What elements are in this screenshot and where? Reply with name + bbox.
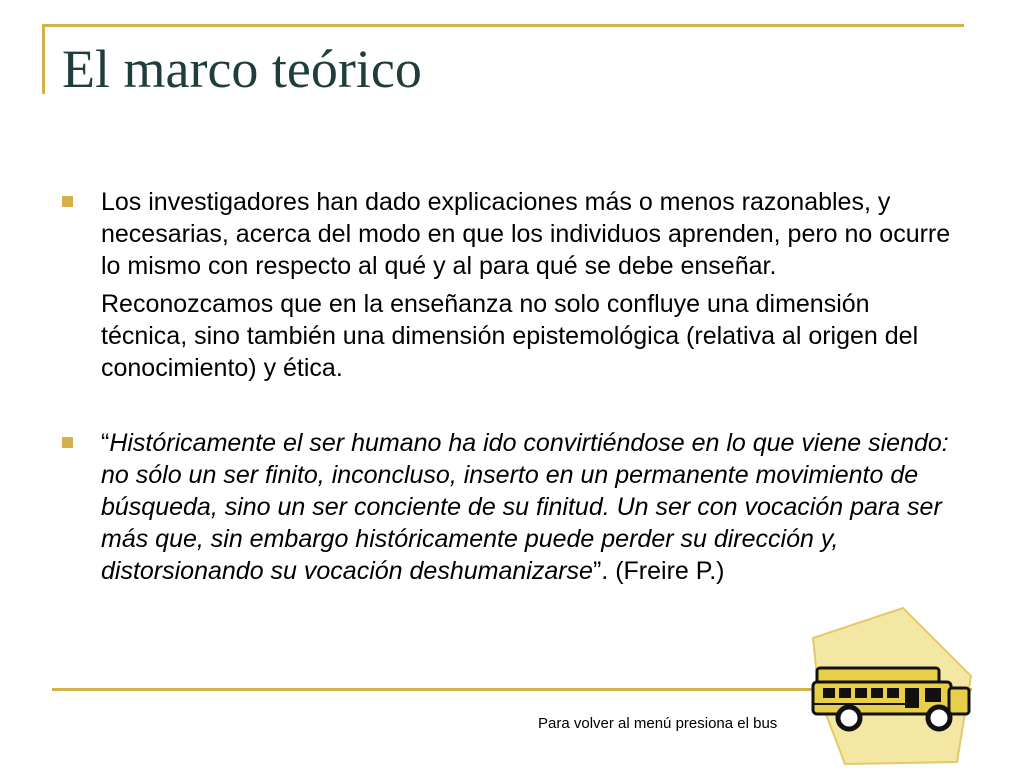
- freire-quote-paragraph: [101, 427, 962, 587]
- quote-citation: . (Freire P.): [601, 557, 725, 585]
- school-bus-graphic: [805, 604, 975, 768]
- slide-body: [62, 186, 962, 587]
- bus-front-wheel: [928, 707, 950, 729]
- top-decorative-rule: [42, 24, 964, 27]
- bullet-paragraph-researchers: Los investigadores han dado explicaciones más o menos razonables, y necesarias, acerca del modo en que los individuos aprenden, pero no ocurre lo mismo con respecto al qué y al para qué se debe enseñar.: [101, 188, 951, 280]
- bus-rear-wheel: [838, 707, 860, 729]
- bullet-item-explanations: [62, 186, 962, 384]
- footer-instruction: Para volver al menú presiona el bus: [538, 715, 778, 732]
- freire-quote-text: Históricamente el ser humano ha ido convirtiéndose en lo que viene siendo: no sólo un ser finito, inconcluso, inserto en un permanente movimiento de búsqueda, sino un ser conciente de su finitud. Un ser con vocación para ser más que, sin embargo históricamente puede perder su dirección y, distorsionando su vocación deshumanizarse: [101, 429, 949, 585]
- close-quote-mark: ”: [592, 557, 602, 585]
- school-bus-icon[interactable]: [805, 604, 975, 768]
- slide-title: El marco teórico: [62, 39, 422, 99]
- square-bullet-icon: [62, 196, 73, 207]
- bus-hood: [949, 688, 969, 714]
- square-bullet-icon: [62, 437, 73, 448]
- bullet-paragraph-dimensions: Reconozcamos que en la enseñanza no solo confluye una dimensión técnica, sino también una dimensión epistemológica (relativa al origen del conocimiento) y ética.: [101, 290, 919, 382]
- left-decorative-rule: [42, 24, 45, 94]
- open-quote-mark: “: [101, 429, 110, 457]
- bullet-item-freire-quote: [62, 427, 962, 587]
